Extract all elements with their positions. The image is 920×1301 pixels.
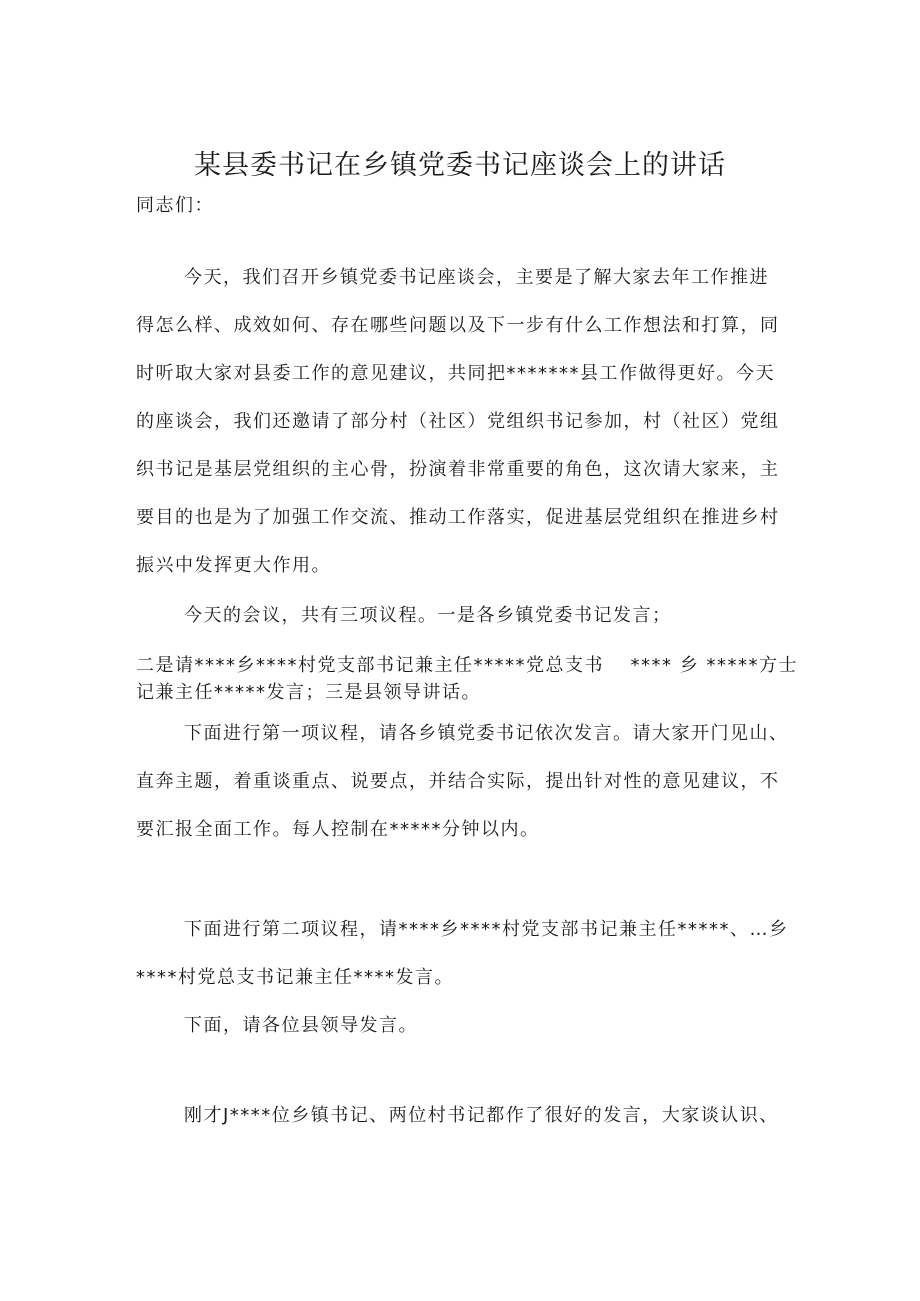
salutation-text: 同志们：: [136, 195, 214, 216]
paragraph-4-line: 直奔主题，着重谈重点、说要点，并结合实际，提出针对性的意见建议，不: [136, 771, 780, 792]
paragraph-7-line: 刚才J****位乡镇书记、两位村书记都作了很好的发言，大家谈认识、: [184, 1105, 779, 1126]
paragraph-4-line: 要汇报全面工作。每人控制在*****分钟以内。: [136, 819, 540, 840]
paragraph-1-line: 织书记是基层党组织的主心骨，扮演着非常重要的角色，这次请大家来，主: [136, 459, 780, 480]
paragraph-5-line: 下面进行第二项议程，请****乡****村党支部书记兼主任*****、…乡: [184, 919, 789, 940]
paragraph-1-line: 时听取大家对县委工作的意见建议，共同把*******县工作做得更好。今天: [136, 363, 775, 384]
paragraph-1-line: 今天，我们召开乡镇党委书记座谈会，主要是了解大家去年工作推进: [184, 267, 769, 288]
paragraph-5-line: ****村党总支书记兼主任****发言。: [136, 967, 454, 988]
paragraph-3: [136, 652, 798, 706]
paragraph-3-line-2: 记兼主任*****发言；三是县领导讲话。: [136, 682, 481, 703]
paragraph-1-line: 的座谈会，我们还邀请了部分村（社区）党组织书记参加，村（社区）党组: [136, 411, 780, 432]
paragraph-7: [136, 1092, 798, 1140]
paragraph-2-line: 今天的会议，共有三项议程。一是各乡镇党委书记发言；: [184, 605, 672, 626]
paragraph-6-line: 下面，请各位县领导发言。: [184, 1015, 418, 1036]
paragraph-4-line: 下面进行第一项议程，请各乡镇党委书记依次发言。请大家开门见山、: [184, 723, 789, 744]
paragraph-3-line-1-left: 二是请****乡****村党支部书记兼主任*****党总支书: [136, 655, 604, 676]
paragraph-1-line: 要目的也是为了加强工作交流、推动工作落实，促进基层党组织在推进乡村: [136, 507, 780, 528]
paragraph-2: [136, 592, 798, 640]
paragraph-3-line-1-right: **** 乡 *****方士: [630, 655, 798, 676]
paragraph-5: [136, 906, 798, 1002]
paragraph-1-line: 得怎么样、成效如何、存在哪些问题以及下一步有什么工作想法和打算，同: [136, 315, 780, 336]
paragraph-6: [136, 1002, 798, 1050]
salutation: [136, 182, 798, 230]
paragraph-4: [136, 710, 798, 854]
document-title: 某县委书记在乡镇党委书记座谈会上的讲话: [194, 150, 726, 181]
paragraph-1: [136, 254, 798, 590]
paragraph-1-line: 振兴中发挥更大作用。: [136, 555, 331, 576]
